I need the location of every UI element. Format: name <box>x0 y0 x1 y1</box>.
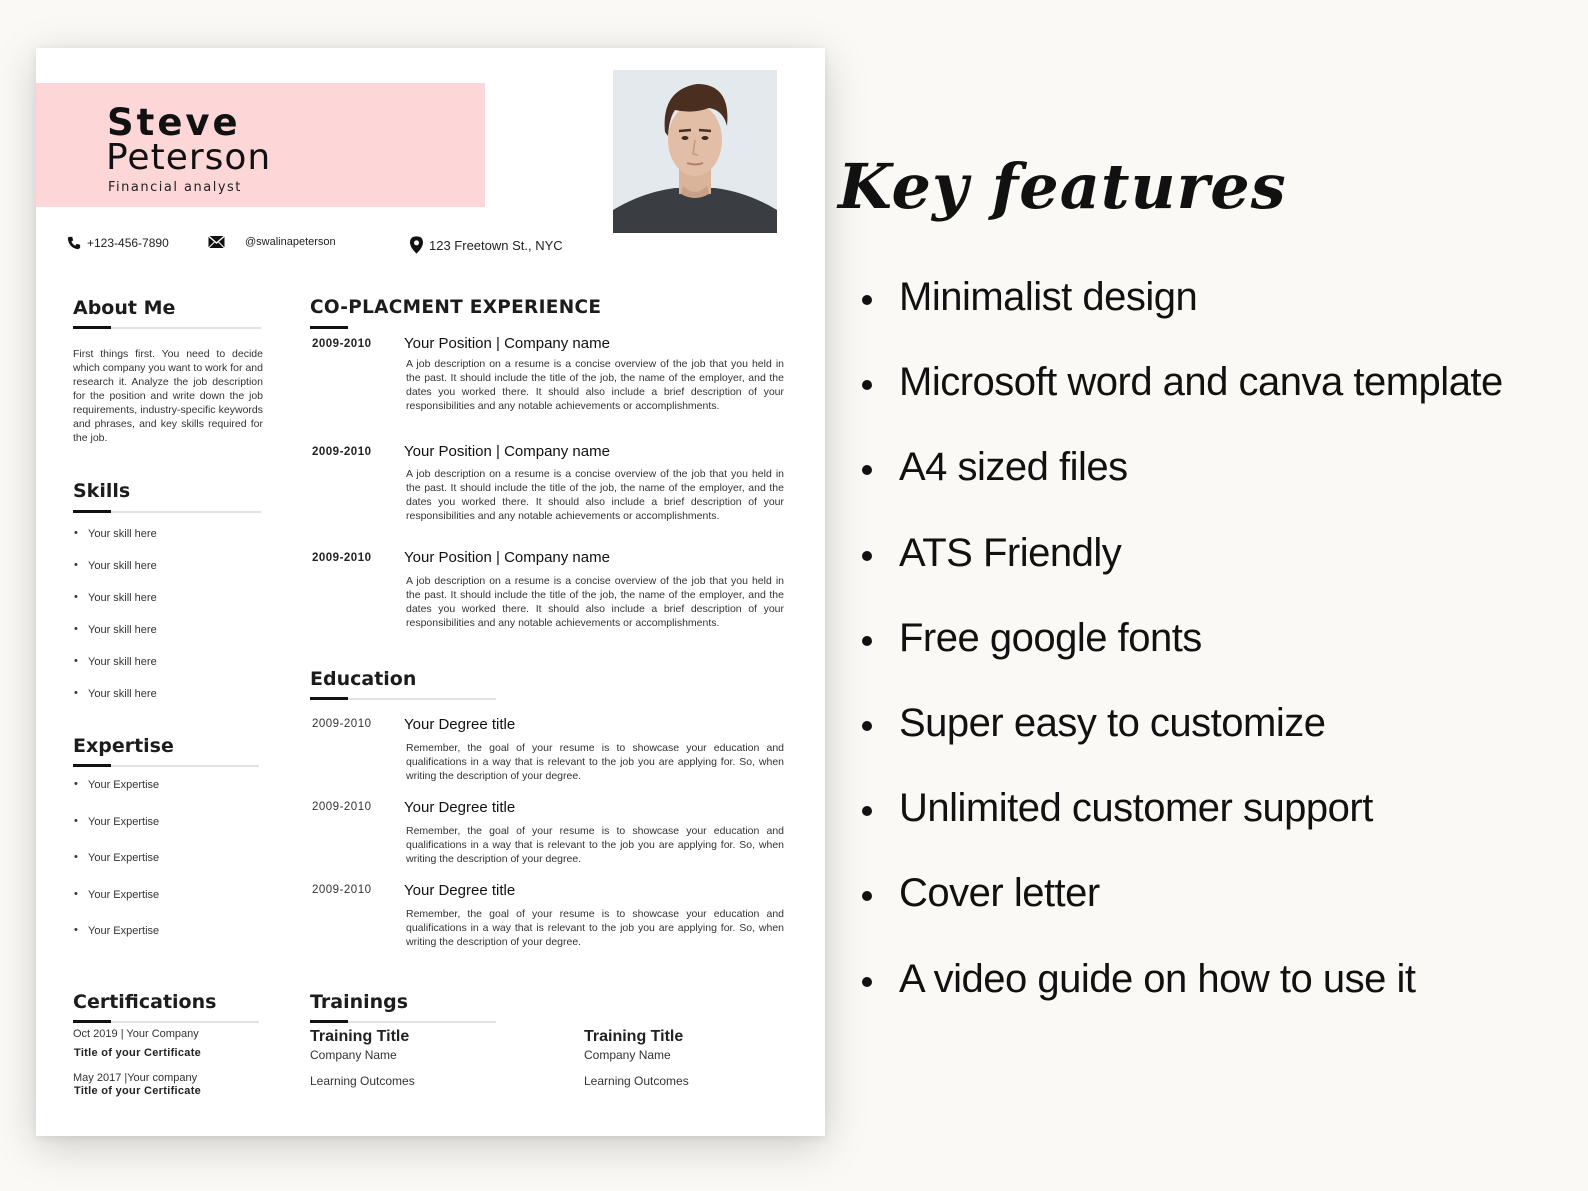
profile-photo <box>613 70 777 233</box>
trainings-title: Trainings <box>310 991 409 1013</box>
experience-date: 2009-2010 <box>312 446 372 458</box>
cert-meta: May 2017 |Your company <box>73 1072 198 1084</box>
contact-email <box>208 236 336 248</box>
skills-rule <box>73 511 261 513</box>
expertise-item: • Your Expertise <box>74 779 159 816</box>
contact-address <box>410 236 563 254</box>
feature-item: Cover letter <box>862 871 1503 956</box>
education-degree: Your Degree title <box>404 799 516 816</box>
resume-sheet <box>36 48 825 1136</box>
email-text: @swalinapeterson <box>245 236 336 248</box>
experience-role: Your Position | Company name <box>404 443 610 460</box>
key-features-title: Key features <box>838 150 1287 223</box>
location-pin-icon <box>410 236 423 254</box>
last-name: Peterson <box>106 137 272 178</box>
expertise-item: • Your Expertise <box>74 889 159 926</box>
education-degree: Your Degree title <box>404 882 516 899</box>
education-rule <box>310 698 496 700</box>
training-item <box>584 1028 689 1088</box>
about-text: First things first. You need to decide which company you want to work for and research it. Analyze the job description for the position and write down the job requirements, industry-specific keywords and phrases, and key skills required for the job. <box>73 348 263 444</box>
phone-text: +123-456-7890 <box>87 236 169 250</box>
training-company: Company Name <box>584 1048 671 1062</box>
skill-item: • Your skill here <box>74 528 157 560</box>
feature-item: A4 sized files <box>862 445 1503 530</box>
experience-role: Your Position | Company name <box>404 335 610 352</box>
about-rule <box>73 327 261 329</box>
contact-phone <box>67 236 169 250</box>
training-outcomes: Learning Outcomes <box>310 1074 415 1088</box>
experience-rule <box>310 327 498 329</box>
key-features-list <box>862 275 1503 1042</box>
training-item <box>310 1028 415 1088</box>
feature-item: Minimalist design <box>862 275 1503 360</box>
skill-item: • Your skill here <box>74 688 157 720</box>
experience-desc: A job description on a resume is a concise overview of the job that you held in the past. It should include the title of the job, the name of the employer, and the dates you worked there. It should also include a brief description of your responsibilities and any notable achievements or accomplishments. <box>406 358 784 412</box>
feature-item: Unlimited customer support <box>862 786 1503 871</box>
education-degree: Your Degree title <box>404 716 516 733</box>
education-desc: Remember, the goal of your resume is to showcase your education and qualifications in a way that is relevant to the job you are applying for. So, when writing the description of your degree. <box>406 742 784 782</box>
mail-icon <box>208 236 225 248</box>
expertise-item: • Your Expertise <box>74 816 159 853</box>
education-date: 2009-2010 <box>312 884 372 896</box>
cert-title: Title of your Certificate <box>74 1085 202 1097</box>
phone-icon <box>67 236 81 250</box>
training-outcomes: Learning Outcomes <box>584 1074 689 1088</box>
training-company: Company Name <box>310 1048 397 1062</box>
cert-meta: Oct 2019 | Your Company <box>73 1028 199 1040</box>
first-name: Steve <box>107 101 241 144</box>
name-band <box>36 83 485 207</box>
experience-title: CO-PLACMENT EXPERIENCE <box>310 297 602 318</box>
education-desc: Remember, the goal of your resume is to showcase your education and qualifications in a way that is relevant to the job you are applying for. So, when writing the description of your degree. <box>406 825 784 865</box>
experience-date: 2009-2010 <box>312 552 372 564</box>
cert-title: Title of your Certificate <box>74 1047 202 1059</box>
portrait-illustration <box>613 70 777 233</box>
expertise-list <box>74 779 159 962</box>
education-date: 2009-2010 <box>312 718 372 730</box>
certifications-rule <box>73 1021 259 1023</box>
skill-item: • Your skill here <box>74 656 157 688</box>
about-title: About Me <box>73 297 176 319</box>
expertise-item: • Your Expertise <box>74 852 159 889</box>
skills-title: Skills <box>73 480 131 502</box>
trainings-rule <box>310 1021 496 1023</box>
feature-item: Super easy to customize <box>862 701 1503 786</box>
feature-item: ATS Friendly <box>862 531 1503 616</box>
training-title: Training Title <box>310 1028 410 1045</box>
experience-desc: A job description on a resume is a concise overview of the job that you held in the past. It should include the title of the job, the name of the employer, and the dates you worked there. It should also include a brief description of your responsibilities and any notable achievements or accomplishments. <box>406 575 784 629</box>
job-title: Financial analyst <box>108 180 242 195</box>
education-desc: Remember, the goal of your resume is to showcase your education and qualifications in a way that is relevant to the job you are applying for. So, when writing the description of your degree. <box>406 908 784 948</box>
skill-item: • Your skill here <box>74 592 157 624</box>
address-text: 123 Freetown St., NYC <box>429 237 563 253</box>
education-date: 2009-2010 <box>312 801 372 813</box>
experience-desc: A job description on a resume is a concise overview of the job that you held in the past. It should include the title of the job, the name of the employer, and the dates you worked there. It should also include a brief description of your responsibilities and any notable achievements or accomplishments. <box>406 468 784 522</box>
feature-item: A video guide on how to use it <box>862 957 1503 1042</box>
certifications-title: Certifications <box>73 991 217 1013</box>
experience-role: Your Position | Company name <box>404 549 610 566</box>
skills-list <box>74 528 157 720</box>
skill-item: • Your skill here <box>74 560 157 592</box>
expertise-item: • Your Expertise <box>74 925 159 962</box>
expertise-rule <box>73 765 259 767</box>
skill-item: • Your skill here <box>74 624 157 656</box>
expertise-title: Expertise <box>73 735 174 757</box>
feature-item: Microsoft word and canva template <box>862 360 1503 445</box>
feature-item: Free google fonts <box>862 616 1503 701</box>
experience-date: 2009-2010 <box>312 338 372 350</box>
training-title: Training Title <box>584 1028 684 1045</box>
education-title: Education <box>310 668 417 690</box>
